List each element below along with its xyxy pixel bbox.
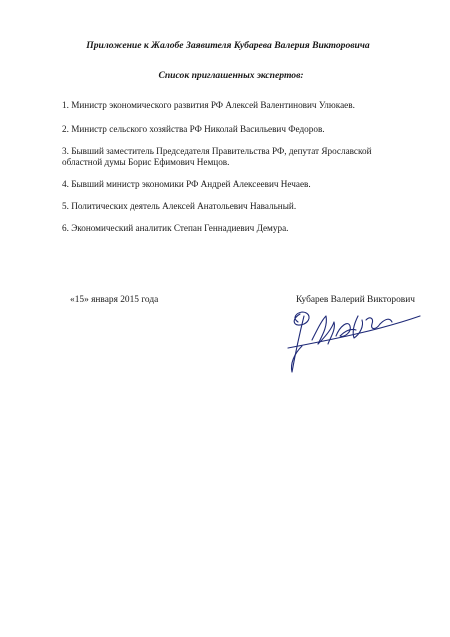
document-title: Приложение к Жалобе Заявителя Кубарева Валерия Викторовича xyxy=(86,40,370,51)
handwritten-signature xyxy=(270,306,430,378)
expert-item: 1. Министр экономического развития РФ Алексей Валентинович Улюкаев. xyxy=(62,100,355,110)
expert-item: 2. Министр сельского хозяйства РФ Николай Васильевич Федоров. xyxy=(62,124,325,134)
expert-item: 6. Экономический аналитик Степан Геннадиевич Демура. xyxy=(62,223,289,233)
signer-name: Кубарев Валерий Викторович xyxy=(296,295,415,305)
expert-item: 5. Политических деятель Алексей Анатольевич Навальный. xyxy=(62,201,297,211)
expert-item: 4. Бывший министр экономики РФ Андрей Алексеевич Нечаев. xyxy=(62,179,311,189)
document-date: «15» января 2015 года xyxy=(70,295,159,305)
expert-item: 3. Бывший заместитель Председателя Правительства РФ, депутат Ярославской областной думы Борис Ефимович Немцов. xyxy=(62,146,372,167)
document-subtitle: Список приглашенных экспертов: xyxy=(158,70,304,81)
